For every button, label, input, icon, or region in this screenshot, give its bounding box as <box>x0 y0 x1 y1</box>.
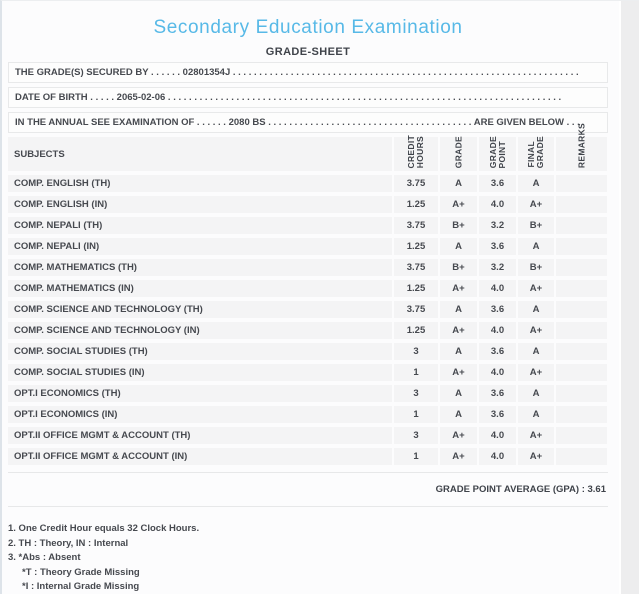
credit-hours-cell: 3 <box>394 427 438 444</box>
grade-point-cell: 4.0 <box>479 364 516 381</box>
remarks-cell <box>556 259 607 276</box>
remarks-cell <box>556 385 607 402</box>
final-grade-cell: B+ <box>518 259 554 276</box>
remarks-cell <box>556 427 607 444</box>
grade-point-cell: 4.0 <box>479 322 516 339</box>
remarks-cell <box>556 448 607 465</box>
final-grade-cell: A+ <box>518 280 554 297</box>
credit-hours-cell: 3.75 <box>394 301 438 318</box>
credit-hours-cell: 1 <box>394 448 438 465</box>
credit-hours-cell: 1.25 <box>394 238 438 255</box>
final-grade-cell: A <box>518 385 554 402</box>
grade-cell: A+ <box>440 364 477 381</box>
statement-boxes <box>8 62 614 133</box>
grade-cell: A <box>440 175 477 192</box>
grade-point-cell: 3.6 <box>479 301 516 318</box>
remarks-cell <box>556 238 607 255</box>
credit-hours-cell: 3.75 <box>394 175 438 192</box>
statement-examination-year: IN THE ANNUAL SEE EXAMINATION OF . . . . . . 2080 BS . . . . . . . . . . . . . . . . . . . . . . . . . . . . . . . . . . . . . . . ARE GIVEN BELOW . . . <box>8 112 608 133</box>
grade-point-cell: 3.2 <box>479 259 516 276</box>
subject-cell: COMP. SOCIAL STUDIES (IN) <box>8 364 392 381</box>
remarks-cell <box>556 406 607 423</box>
statement-grades-secured-by: THE GRADE(S) SECURED BY . . . . . . 02801354J . . . . . . . . . . . . . . . . . . . . . . . . . . . . . . . . . . . . . . . . . . . . . . . . . . . . . . . . . . . . . . . . . . <box>8 62 608 83</box>
rotated-header-word: FINAL <box>526 141 536 168</box>
grade-cell: B+ <box>440 259 477 276</box>
grade-cell: A+ <box>440 280 477 297</box>
grade-cell: A+ <box>440 196 477 213</box>
final-grade-cell: A <box>518 238 554 255</box>
final-grade-cell: A <box>518 175 554 192</box>
grade-cell: A+ <box>440 427 477 444</box>
grade-point-rotated-label <box>489 136 507 168</box>
rotated-header-word: GRADE <box>453 135 463 168</box>
grade-rotated-label <box>454 136 463 168</box>
subject-cell: OPT.II OFFICE MGMT & ACCOUNT (TH) <box>8 427 392 444</box>
note-item: *T : Theory Grade Missing <box>22 566 140 578</box>
grade-point-cell: 3.2 <box>479 217 516 234</box>
final-grade-cell: A <box>518 343 554 360</box>
subject-cell: COMP. ENGLISH (TH) <box>8 175 392 192</box>
credit-hours-cell: 1.25 <box>394 322 438 339</box>
col-header-grade <box>440 137 477 171</box>
subject-cell: OPT.II OFFICE MGMT & ACCOUNT (IN) <box>8 448 392 465</box>
subject-cell: COMP. ENGLISH (IN) <box>8 196 392 213</box>
col-header-credit-hours <box>394 134 438 171</box>
col-header-remarks <box>556 122 607 171</box>
remarks-cell <box>556 280 607 297</box>
page-title: Secondary Education Examination <box>153 17 463 38</box>
final-grade-cell: A+ <box>518 448 554 465</box>
final-grade-cell: B+ <box>518 217 554 234</box>
grade-point-cell: 4.0 <box>479 427 516 444</box>
remarks-cell <box>556 217 607 234</box>
note-item: *I : Internal Grade Missing <box>22 581 140 592</box>
gpa-summary: GRADE POINT AVERAGE (GPA) : 3.61 <box>435 484 606 495</box>
footnotes <box>8 522 614 594</box>
col-header-grade-point <box>479 137 516 171</box>
grade-cell: A <box>440 301 477 318</box>
credit-hours-cell: 3.75 <box>394 217 438 234</box>
credit-hours-cell: 1.25 <box>394 280 438 297</box>
subject-cell: COMP. MATHEMATICS (TH) <box>8 259 392 276</box>
final-grade-cell: A+ <box>518 427 554 444</box>
rotated-header-word: POINT <box>496 140 507 168</box>
rotated-header-word: GRADE <box>487 135 498 168</box>
final-grade-cell: A+ <box>518 364 554 381</box>
page-subtitle: GRADE-SHEET <box>265 46 351 58</box>
credit-hours-cell: 1.25 <box>394 196 438 213</box>
remarks-cell <box>556 343 607 360</box>
grade-cell: A+ <box>440 448 477 465</box>
credit-hours-cell: 3.75 <box>394 259 438 276</box>
rotated-header-word: HOURS <box>415 135 425 168</box>
note-item: 3. *Abs : Absent <box>8 552 81 563</box>
credit-hours-cell: 3 <box>394 385 438 402</box>
rotated-header-word: REMARKS <box>576 122 586 168</box>
grade-point-cell: 3.6 <box>479 385 516 402</box>
divider-below-gpa <box>8 506 608 507</box>
grade-point-cell: 3.6 <box>479 175 516 192</box>
grade-cell: A <box>440 238 477 255</box>
credit-hours-cell: 1 <box>394 364 438 381</box>
grade-cell: B+ <box>440 217 477 234</box>
grade-point-cell: 4.0 <box>479 280 516 297</box>
remarks-cell <box>556 175 607 192</box>
grade-cell: A+ <box>440 322 477 339</box>
col-header-final-grade <box>518 137 554 171</box>
subject-cell: COMP. SCIENCE AND TECHNOLOGY (IN) <box>8 322 392 339</box>
grade-point-cell: 3.6 <box>479 238 516 255</box>
remarks-cell <box>556 196 607 213</box>
grade-point-cell: 3.6 <box>479 343 516 360</box>
final-grade-cell: A <box>518 406 554 423</box>
final-grade-cell: A <box>518 301 554 318</box>
final-grade-rotated-label <box>527 136 545 168</box>
remarks-cell <box>556 301 607 318</box>
subject-cell: COMP. MATHEMATICS (IN) <box>8 280 392 297</box>
credit-hours-cell: 3 <box>394 343 438 360</box>
subject-cell: COMP. SOCIAL STUDIES (TH) <box>8 343 392 360</box>
subject-cell: COMP. NEPALI (TH) <box>8 217 392 234</box>
final-grade-cell: A+ <box>518 322 554 339</box>
note-item: 2. TH : Theory, IN : Internal <box>8 537 129 549</box>
subject-cell: COMP. NEPALI (IN) <box>8 238 392 255</box>
note-item: 1. One Credit Hour equals 32 Clock Hours. <box>8 523 200 534</box>
remarks-cell <box>556 322 607 339</box>
col-header-subjects: SUBJECTS <box>8 137 392 171</box>
subject-cell: OPT.I ECONOMICS (TH) <box>8 385 392 402</box>
remarks-cell <box>556 364 607 381</box>
subject-cell: COMP. SCIENCE AND TECHNOLOGY (TH) <box>8 301 392 318</box>
page-margin-strip <box>619 1 639 594</box>
grade-point-cell: 4.0 <box>479 196 516 213</box>
grade-cell: A <box>440 406 477 423</box>
grade-point-cell: 3.6 <box>479 406 516 423</box>
grade-cell: A <box>440 343 477 360</box>
rotated-header-word: CREDIT <box>406 134 416 168</box>
grade-sheet-page <box>2 17 614 594</box>
statement-date-of-birth: DATE OF BIRTH . . . . . 2065-02-06 . . . . . . . . . . . . . . . . . . . . . . . . . . . . . . . . . . . . . . . . . . . . . . . . . . . . . . . . . . . . . . . . . . . . . . . . . . . <box>8 87 608 108</box>
credit-hours-rotated-label <box>407 135 425 168</box>
remarks-rotated-label <box>577 123 586 168</box>
credit-hours-cell: 1 <box>394 406 438 423</box>
final-grade-cell: A+ <box>518 196 554 213</box>
rotated-header-word: GRADE <box>535 135 545 168</box>
subject-cell: OPT.I ECONOMICS (IN) <box>8 406 392 423</box>
grade-point-cell: 4.0 <box>479 448 516 465</box>
grade-cell: A <box>440 385 477 402</box>
